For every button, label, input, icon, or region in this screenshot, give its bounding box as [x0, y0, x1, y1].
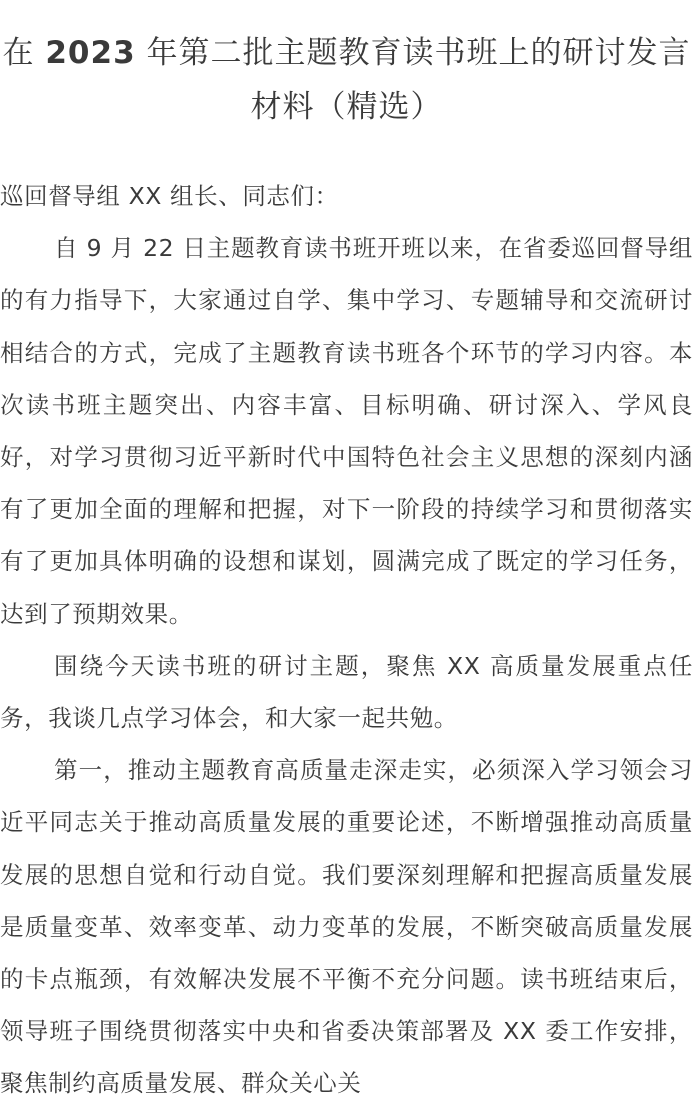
paragraph-topic: 围绕今天读书班的研讨主题，聚焦 XX 高质量发展重点任务，我谈几点学习体会，和大家一起共勉。 [0, 651, 693, 733]
title-rest: 年第二批主题教育读书班上的研讨发言材料（精选） [135, 35, 691, 125]
document-body [0, 170, 693, 1097]
paragraph-point-one: 第一，推动主题教育高质量走深走实，必须深入学习领会习近平同志关于推动高质量发展的重要论述，不断增强推动高质量发展的思想自觉和行动自觉。我们要深刻理解和把握高质量发展是质量变革、效率变革、动力变革的发展，不断突破高质量发展的卡点瓶颈，有效解决发展不平衡不充分问题。读书班结束后，领导班子围绕贯彻落实中央和省委决策部署及 XX 委工作安排，聚焦制约高质量发展、群众关心关 [0, 756, 693, 1097]
salutation: 巡回督导组 XX 组长、同志们： [0, 182, 339, 210]
document-title [0, 0, 693, 134]
paragraph-intro: 自 9 月 22 日主题教育读书班开班以来，在省委巡回督导组的有力指导下，大家通过自学、集中学习、专题辅导和交流研讨相结合的方式，完成了主题教育读书班各个环节的学习内容。本次读书班主题突出、内容丰富、目标明确、研讨深入、学风良好，对学习贯彻习近平新时代中国特色社会主义思想的深刻内涵有了更加全面的理解和把握，对下一阶段的持续学习和贯彻落实有了更加具体明确的设想和谋划，圆满完成了既定的学习任务，达到了预期效果。 [0, 234, 693, 628]
title-prefix: 在 [2, 35, 46, 71]
title-year: 2023 [45, 35, 136, 71]
